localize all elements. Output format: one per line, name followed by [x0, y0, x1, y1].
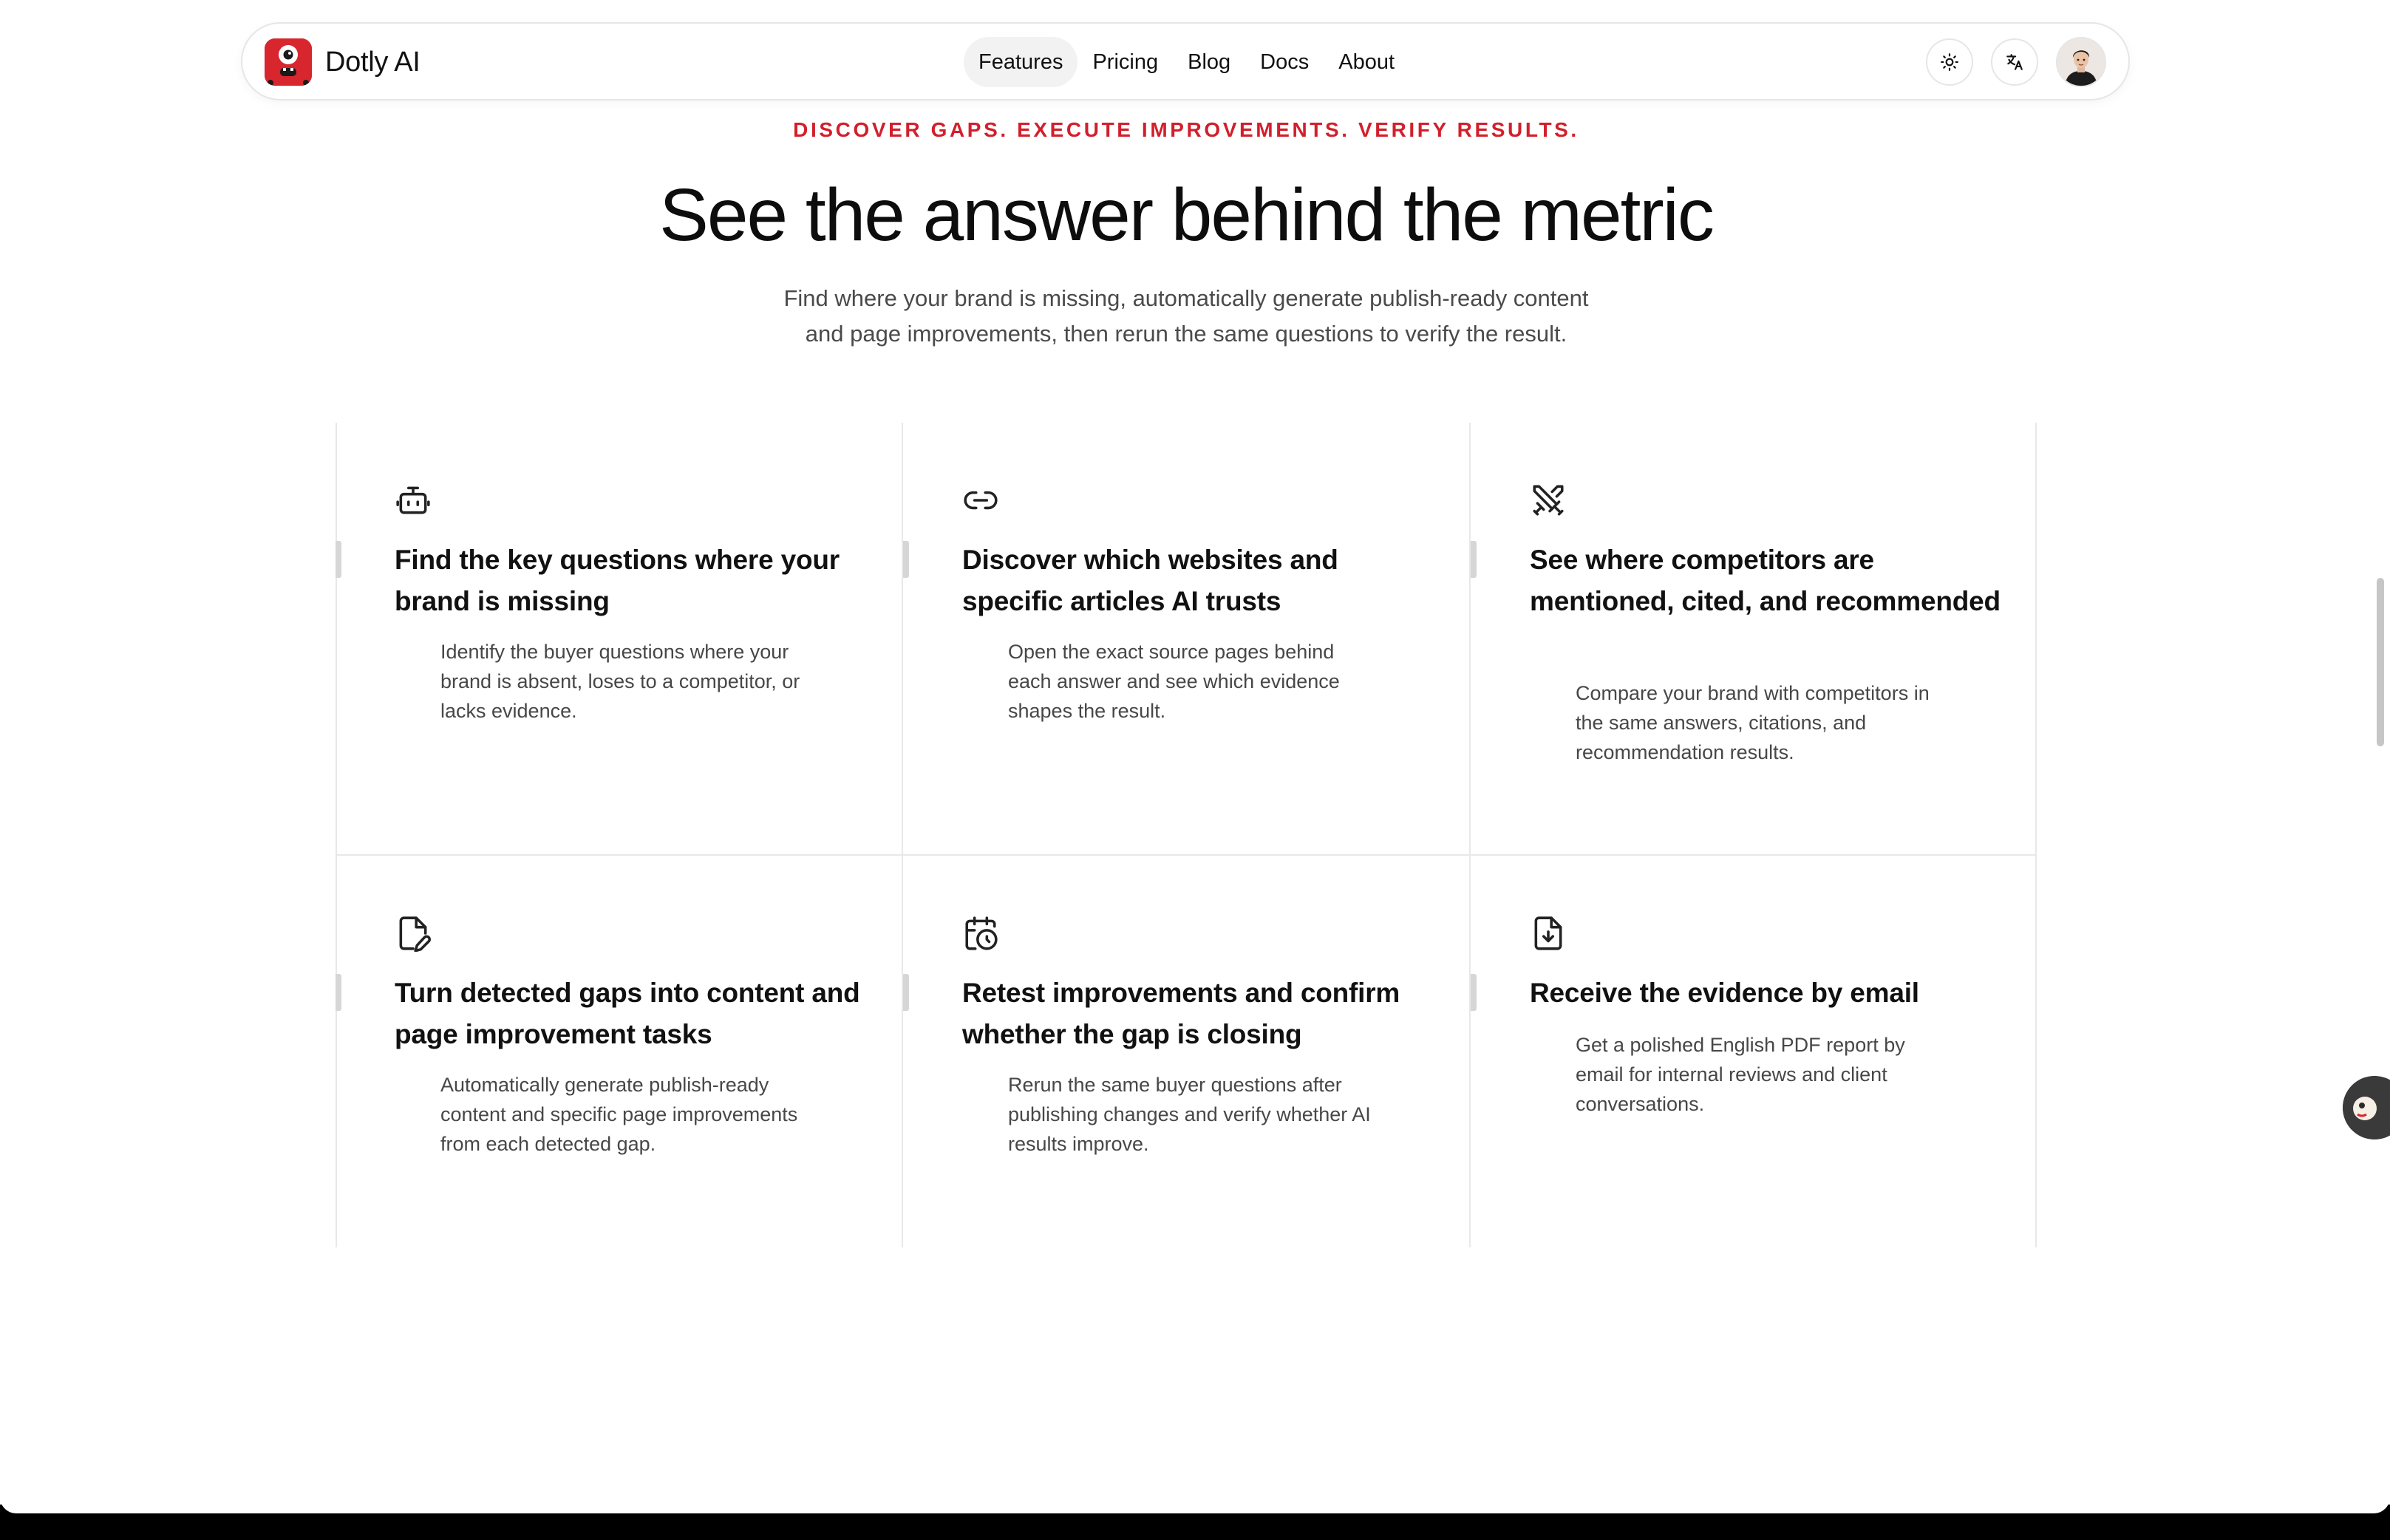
- robot-icon: [395, 482, 432, 519]
- card-accent-tick: [1471, 541, 1477, 578]
- theme-toggle-button[interactable]: [1926, 38, 1973, 86]
- card-accent-tick: [1471, 974, 1477, 1011]
- feature-description: Compare your brand with competitors in the same answers, citations, and recommendation results.: [1576, 682, 1930, 763]
- feature-title: Retest improvements and confirm whether the gap is closing: [962, 978, 1400, 1049]
- feature-card-competitors: [1471, 423, 2037, 854]
- feature-card-trusted-sources: [903, 423, 1469, 854]
- nav-links: [964, 37, 1409, 87]
- card-accent-tick: [336, 541, 341, 578]
- nav-link-pricing[interactable]: Pricing: [1092, 50, 1159, 74]
- brand-name: Dotly AI: [325, 46, 421, 78]
- hero-eyebrow: DISCOVER GAPS. EXECUTE IMPROVEMENTS. VERIFY RESULTS.: [793, 118, 1579, 141]
- feature-title: Turn detected gaps into content and page improvement tasks: [395, 978, 860, 1049]
- user-avatar[interactable]: [2056, 37, 2106, 87]
- language-button[interactable]: [1991, 38, 2038, 86]
- page-scrollbar-thumb[interactable]: [2377, 578, 2384, 746]
- calendar-clock-icon: [962, 915, 999, 952]
- hero-subtitle-line-2: and page improvements, then rerun the same questions to verify the result.: [805, 321, 1567, 347]
- nav-link-features[interactable]: Features: [964, 37, 1077, 87]
- card-accent-tick: [903, 974, 909, 1011]
- feature-title: Discover which websites and specific articles AI trusts: [962, 545, 1338, 616]
- card-accent-tick: [336, 974, 341, 1011]
- feature-title: Receive the evidence by email: [1530, 978, 1919, 1008]
- top-navbar: [241, 22, 2130, 100]
- hero-subtitle: [709, 281, 1663, 352]
- hero-title: See the answer behind the metric: [659, 174, 1713, 256]
- dotly-logo-icon: [265, 38, 312, 86]
- nav-link-blog[interactable]: Blog: [1188, 50, 1231, 74]
- nav-actions: [1908, 37, 2106, 87]
- features-grid: [336, 423, 2037, 1247]
- feature-title: See where competitors are mentioned, cited, and recommended: [1530, 545, 2001, 616]
- crossed-swords-icon: [1530, 482, 1567, 519]
- card-accent-tick: [903, 541, 909, 578]
- feature-card-retest: [903, 856, 1469, 1287]
- file-edit-icon: [395, 915, 432, 952]
- feature-description: Automatically generate publish-ready content and specific page improvements from each detected gap.: [440, 1074, 798, 1155]
- link-icon: [962, 482, 999, 519]
- chat-widget-button[interactable]: [2343, 1076, 2390, 1139]
- feature-title: Find the key questions where your brand is missing: [395, 545, 840, 616]
- feature-card-email-report: [1471, 856, 2037, 1287]
- feature-description: Identify the buyer questions where your brand is absent, loses to a competitor, or lacks evidence.: [440, 641, 800, 722]
- hero-subtitle-line-1: Find where your brand is missing, automatically generate publish-ready content: [783, 285, 1589, 311]
- translate-icon: [2005, 52, 2024, 72]
- feature-description: Open the exact source pages behind each answer and see which evidence shapes the result.: [1008, 641, 1340, 722]
- feature-card-missing-questions: [336, 423, 902, 854]
- feature-description: Get a polished English PDF report by email for internal reviews and client conversations.: [1576, 1034, 1905, 1115]
- sun-icon: [1940, 52, 1959, 72]
- feature-description: Rerun the same buyer questions after publishing changes and verify whether AI results improve.: [1008, 1074, 1371, 1155]
- nav-link-about[interactable]: About: [1338, 50, 1395, 74]
- chat-mascot-icon: [2343, 1076, 2390, 1139]
- nav-link-docs[interactable]: Docs: [1260, 50, 1310, 74]
- file-download-icon: [1530, 915, 1567, 952]
- brand[interactable]: [265, 38, 421, 86]
- feature-card-improvement-tasks: [336, 856, 902, 1287]
